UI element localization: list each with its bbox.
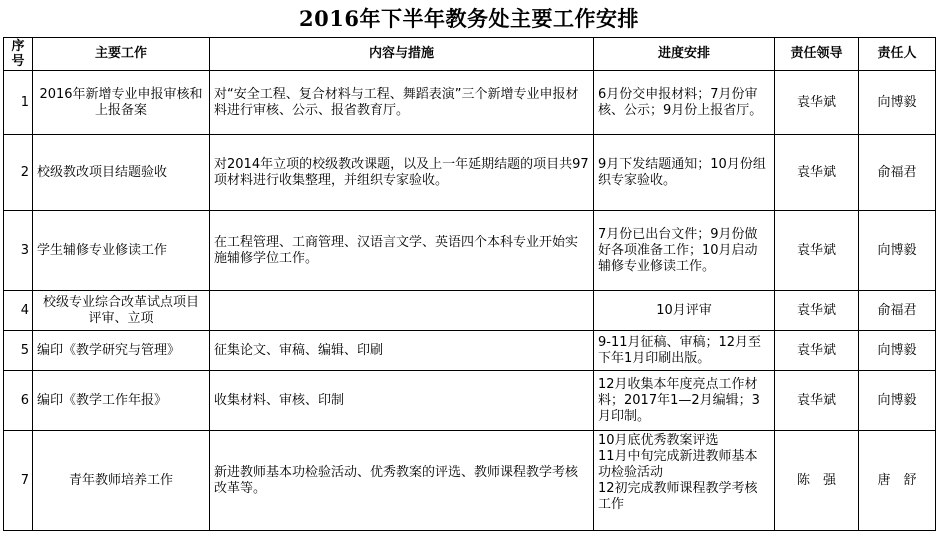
schedule-cell: 9-11月征稿、审稿；12月至下年1月印刷出版。	[594, 331, 775, 371]
leader-cell: 袁华斌	[775, 135, 859, 211]
schedule-cell: 9月下发结题通知；10月份组织专家验收。	[594, 135, 775, 211]
leader-cell: 袁华斌	[775, 291, 859, 331]
table-row	[4, 135, 936, 211]
header-no: 序号	[4, 38, 33, 71]
person-cell: 俞福君	[859, 291, 936, 331]
main-work-cell: 编印《教学工作年报》	[33, 371, 210, 431]
table-row	[4, 71, 936, 135]
person-cell: 向博毅	[859, 211, 936, 291]
content-cell	[210, 291, 594, 331]
main-work-cell: 编印《教学研究与管理》	[33, 331, 210, 371]
header-person: 责任人	[859, 38, 936, 71]
table-row	[4, 291, 936, 331]
table-row	[4, 331, 936, 371]
content-cell: 在工程管理、工商管理、汉语言文学、英语四个本科专业开始实施辅修学位工作。	[210, 211, 594, 291]
schedule-cell: 6月份交申报材料；7月份审核、公示；9月份上报省厅。	[594, 71, 775, 135]
table-row	[4, 431, 936, 531]
row-number: 4	[4, 291, 33, 331]
leader-cell: 袁华斌	[775, 71, 859, 135]
table-header-row	[4, 38, 936, 71]
work-plan-table	[3, 37, 936, 531]
main-work-cell: 2016年新增专业申报审核和上报备案	[33, 71, 210, 135]
person-cell: 向博毅	[859, 371, 936, 431]
main-work-cell: 青年教师培养工作	[33, 431, 210, 531]
person-cell: 唐 舒	[859, 431, 936, 531]
person-cell: 俞福君	[859, 135, 936, 211]
header-main-work: 主要工作	[33, 38, 210, 71]
main-work-cell: 校级专业综合改革试点项目评审、立项	[33, 291, 210, 331]
header-content: 内容与措施	[210, 38, 594, 71]
row-number: 2	[4, 135, 33, 211]
content-cell: 对2014年立项的校级教改课题，以及上一年延期结题的项目共97项材料进行收集整理，并组织专家验收。	[210, 135, 594, 211]
row-number: 1	[4, 71, 33, 135]
content-cell: 收集材料、审核、印制	[210, 371, 594, 431]
row-number: 6	[4, 371, 33, 431]
person-cell: 向博毅	[859, 71, 936, 135]
leader-cell: 袁华斌	[775, 371, 859, 431]
main-work-cell: 校级教改项目结题验收	[33, 135, 210, 211]
content-cell: 新进教师基本功检验活动、优秀教案的评选、教师课程教学考核改革等。	[210, 431, 594, 531]
header-schedule: 进度安排	[594, 38, 775, 71]
content-cell: 征集论文、审稿、编辑、印刷	[210, 331, 594, 371]
table-row	[4, 211, 936, 291]
schedule-cell: 12月收集本年度亮点工作材料；2017年1—2月编辑；3月印制。	[594, 371, 775, 431]
table-row	[4, 371, 936, 431]
content-cell: 对“安全工程、复合材料与工程、舞蹈表演”三个新增专业申报材料进行审核、公示、报省教育厅。	[210, 71, 594, 135]
document-title: 2016年下半年教务处主要工作安排	[299, 6, 639, 31]
schedule-cell: 10月底优秀教案评选 11月中旬完成新进教师基本功检验活动 12初完成教师课程教学考核工作	[594, 431, 775, 531]
schedule-cell: 7月份已出台文件；9月份做好各项准备工作；10月启动辅修专业修读工作。	[594, 211, 775, 291]
row-number: 5	[4, 331, 33, 371]
leader-cell: 袁华斌	[775, 331, 859, 371]
main-work-cell: 学生辅修专业修读工作	[33, 211, 210, 291]
leader-cell: 陈 强	[775, 431, 859, 531]
row-number: 3	[4, 211, 33, 291]
header-leader: 责任领导	[775, 38, 859, 71]
row-number: 7	[4, 431, 33, 531]
leader-cell: 袁华斌	[775, 211, 859, 291]
schedule-cell: 10月评审	[594, 291, 775, 331]
person-cell: 向博毅	[859, 331, 936, 371]
